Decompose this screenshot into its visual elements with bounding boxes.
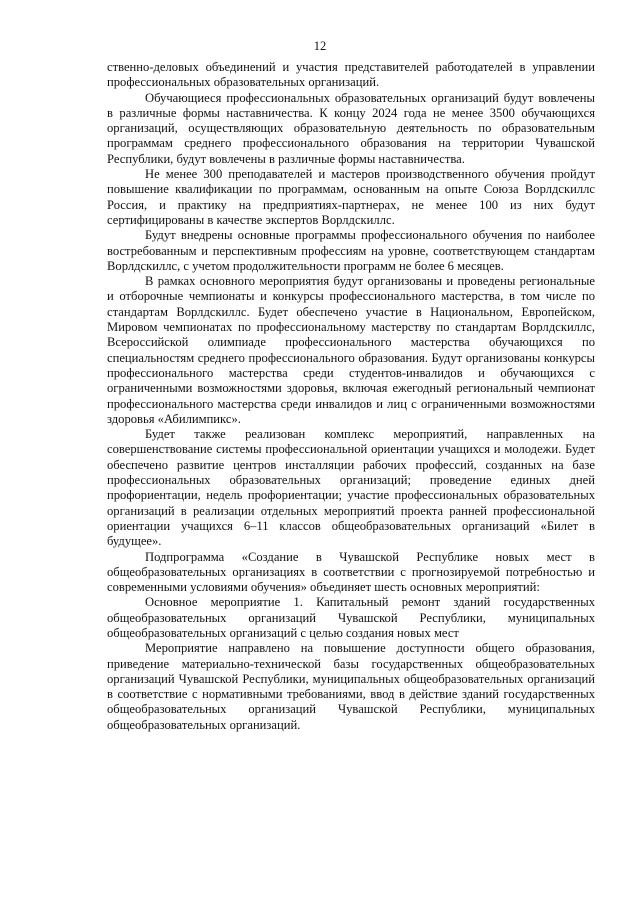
paragraph-activity-description: Мероприятие направлено на повышение доступности общего образования, приведение материально-технической базы государственных общеобразовательных организаций Чувашской Республики, муниципальных общеобразовательных организаций в соответствие с нормативными требованиями, ввод в действие зданий государственных общеобразовательных организаций Чувашской Республики, муниципальных общеобразовательных организаций. bbox=[107, 641, 595, 732]
paragraph-subprogram: Подпрограмма «Создание в Чувашской Республике новых мест в общеобразовательных организациях в соответствии с прогнозируемой потребностью и современными условиями обучения» объединяет шесть основных мероприятий: bbox=[107, 549, 595, 595]
paragraph-championships: В рамках основного мероприятия будут организованы и проведены региональные и отборочные чемпионаты и конкурсы профессионального мастерства, в том числе по стандартам Ворлдскиллс. Будет обеспечено участие в Национальном, Европейском, Мировом чемпионатах по профессиональному мастерству по стандартам Ворлдскиллс, Всероссийской олимпиаде профессионального мастерства обучающихся по специальностям среднего профессионального образования. Будут организованы конкурсы профессионального мастерства среди студентов-инвалидов и обучающихся с ограниченными возможностями здоровья, включая ежегодный региональный чемпионат профессионального мастерства среди инвалидов и лиц с ограниченными возможностями здоровья «Абилимпикс». bbox=[107, 274, 595, 426]
paragraph-continuation: ственно-деловых объединений и участия представителей работодателей в управлении профессиональных образовательных организаций. bbox=[107, 60, 595, 90]
paragraph-teacher-training: Не менее 300 преподавателей и мастеров производственного обучения пройдут повышение квалификации по программам, основанным на опыте Союза Ворлдскиллс Россия, и практику на предприятиях-партнерах, не менее 100 из них будут сертифицированы в качестве экспертов Ворлдскиллс. bbox=[107, 167, 595, 227]
page-number: 12 bbox=[313, 39, 327, 53]
paragraph-training-programs: Будут внедрены основные программы профессионального обучения по наиболее востребованным и перспективным профессиям на уровне, соответствующем стандартам Ворлдскиллс, с учетом продолжительности программ не более 6 месяцев. bbox=[107, 228, 595, 273]
paragraph-career-guidance: Будет также реализован комплекс мероприятий, направленных на совершенствование системы профессиональной ориентации учащихся и молодежи. Будет обеспечено развитие центров инсталляции рабочих профессий, созданных на базе профессиональных образовательных организаций; проведение единых дней профориентации, недель профориентации; участие профессиональных образовательных организаций в реализации отдельных мероприятий проекта ранней профессиональной ориентации учащихся 6–11 классов общеобразовательных организаций «Билет в будущее». bbox=[107, 427, 595, 549]
body-text bbox=[107, 60, 595, 733]
paragraph-main-activity-1: Основное мероприятие 1. Капитальный ремонт зданий государственных общеобразовательных организаций Чувашской Республики, муниципальных общеобразовательных организаций с целью создания новых мест bbox=[107, 595, 595, 640]
paragraph-mentoring: Обучающиеся профессиональных образовательных организаций будут вовлечены в различные формы наставничества. К концу 2024 года не менее 3500 обучающихся организаций, осуществляющих образовательную деятельность по образовательным программам среднего профессионального образования на территории Чувашской Республики, будут вовлечены в различные формы наставничества. bbox=[107, 90, 595, 166]
